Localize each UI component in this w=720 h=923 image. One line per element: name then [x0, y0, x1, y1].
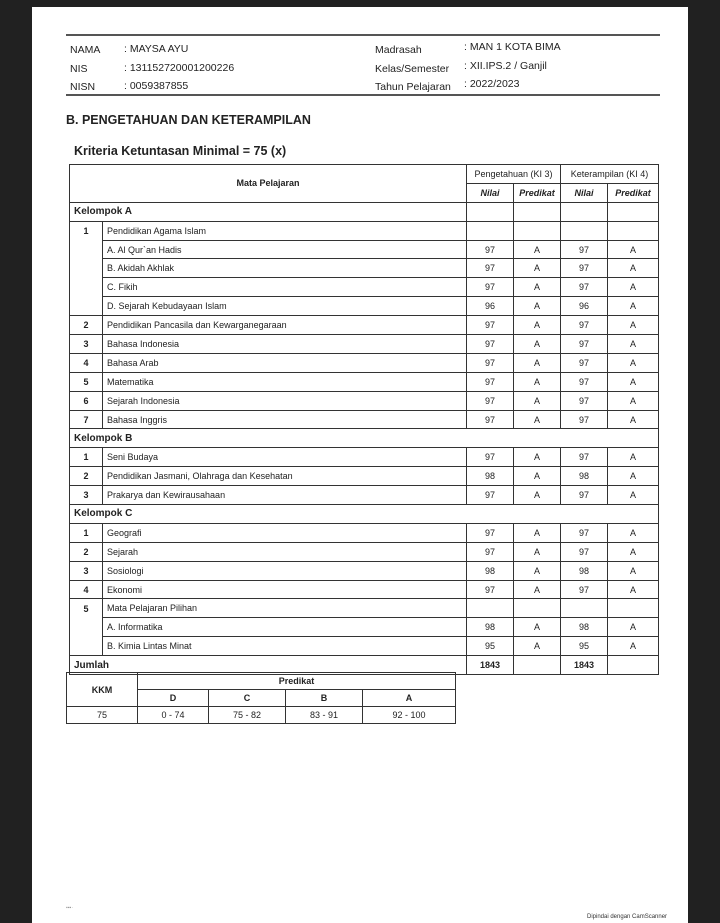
ki4-predikat: A — [608, 448, 659, 467]
ki3-nilai — [467, 599, 514, 618]
ki3-nilai: 97 — [467, 410, 514, 429]
group-b-label: Kelompok B — [70, 429, 659, 448]
kkm-title: Kriteria Ketuntasan Minimal = 75 (x) — [74, 144, 287, 158]
ki3-nilai: 96 — [467, 297, 514, 316]
grade-c-header: C — [209, 690, 286, 707]
group-a-label: Kelompok A — [70, 202, 467, 221]
ki4-predikat: A — [608, 391, 659, 410]
ki3-predikat — [514, 599, 561, 618]
range-a: 92 - 100 — [363, 707, 456, 724]
ki3-predikat: A — [514, 486, 561, 505]
row-number — [70, 637, 103, 656]
subject-row — [70, 618, 659, 637]
empty-cell — [608, 656, 659, 675]
ki4-predikat: A — [608, 316, 659, 335]
ki4-nilai: 97 — [561, 372, 608, 391]
ki3-nilai: 98 — [467, 561, 514, 580]
grade-a-header: A — [363, 690, 456, 707]
row-number: 6 — [70, 391, 103, 410]
ki4-nilai: 97 — [561, 486, 608, 505]
row-number: 3 — [70, 486, 103, 505]
ki3-predikat: A — [514, 542, 561, 561]
ki4-header: Keterampilan (KI 4) — [561, 165, 659, 184]
subject-row — [70, 410, 659, 429]
subject-name: B. Kimia Lintas Minat — [103, 637, 467, 656]
group-c-label: Kelompok C — [70, 505, 659, 524]
kkm-header: KKM — [67, 673, 138, 707]
ki3-nilai: 97 — [467, 278, 514, 297]
ki3-nilai: 97 — [467, 486, 514, 505]
subject-name: Mata Pelajaran Pilihan — [103, 599, 467, 618]
kkm-value: 75 — [67, 707, 138, 724]
page-mark: ▪▪▪· — [66, 905, 73, 911]
subject-row — [70, 523, 659, 542]
ki3-nilai: 98 — [467, 618, 514, 637]
row-number: 3 — [70, 335, 103, 354]
ki4-predikat: A — [608, 240, 659, 259]
empty-cell — [514, 202, 561, 221]
ki4-predikat: A — [608, 561, 659, 580]
ki3-predikat: A — [514, 316, 561, 335]
grades-table — [69, 164, 659, 675]
ki4-predikat: A — [608, 259, 659, 278]
row-number — [70, 240, 103, 259]
total-ki4: 1843 — [561, 656, 608, 675]
subject-name: Ekonomi — [103, 580, 467, 599]
subject-row — [70, 448, 659, 467]
ki4-nilai: 97 — [561, 391, 608, 410]
ki3-nilai: 98 — [467, 467, 514, 486]
ki4-predikat: A — [608, 618, 659, 637]
nis-label: NIS — [70, 63, 88, 75]
ki4-nilai: 95 — [561, 637, 608, 656]
ki3-predikat: A — [514, 335, 561, 354]
ki3-nilai: 97 — [467, 391, 514, 410]
ki4-nilai: 97 — [561, 240, 608, 259]
predikat-header: Predikat — [138, 673, 456, 690]
ki3-predikat: A — [514, 448, 561, 467]
report-card-page — [32, 7, 688, 923]
subject-name: Sejarah — [103, 542, 467, 561]
tahun-label: Tahun Pelajaran — [375, 81, 451, 93]
ki3-predikat: A — [514, 259, 561, 278]
ki4-nilai: 97 — [561, 353, 608, 372]
subject-name: Bahasa Inggris — [103, 410, 467, 429]
subject-row — [70, 278, 659, 297]
ki4-nilai-header: Nilai — [561, 183, 608, 202]
ki4-nilai: 97 — [561, 410, 608, 429]
ki3-predikat: A — [514, 353, 561, 372]
group-row — [70, 202, 659, 221]
ki3-nilai: 97 — [467, 240, 514, 259]
empty-cell — [561, 202, 608, 221]
subject-row — [70, 599, 659, 618]
total-label: Jumlah — [70, 656, 467, 675]
ki4-predikat: A — [608, 410, 659, 429]
ki3-predikat: A — [514, 561, 561, 580]
row-number: 2 — [70, 542, 103, 561]
nama-label: NAMA — [70, 44, 101, 56]
ki4-predikat: A — [608, 637, 659, 656]
row-number: 5 — [70, 372, 103, 391]
subject-name: Prakarya dan Kewirausahaan — [103, 486, 467, 505]
ki4-predikat: A — [608, 372, 659, 391]
empty-cell — [608, 202, 659, 221]
subject-name: A. Al Qur`an Hadis — [103, 240, 467, 259]
ki3-nilai — [467, 221, 514, 240]
subject-name: B. Akidah Akhlak — [103, 259, 467, 278]
subject-name: Sosiologi — [103, 561, 467, 580]
ki3-predikat: A — [514, 637, 561, 656]
ki4-nilai — [561, 599, 608, 618]
subject-row — [70, 316, 659, 335]
ki3-predikat: A — [514, 580, 561, 599]
ki3-predikat: A — [514, 240, 561, 259]
ki3-nilai: 97 — [467, 542, 514, 561]
ki4-predikat: A — [608, 467, 659, 486]
ki3-predikat — [514, 221, 561, 240]
ki3-header: Pengetahuan (KI 3) — [467, 165, 561, 184]
subject-name: Pendidikan Pancasila dan Kewarganegaraan — [103, 316, 467, 335]
tahun-value: : 2022/2023 — [464, 78, 520, 90]
subject-row — [70, 580, 659, 599]
subject-row — [70, 542, 659, 561]
ki4-nilai — [561, 221, 608, 240]
group-row — [70, 429, 659, 448]
range-c: 75 - 82 — [209, 707, 286, 724]
ki3-nilai: 97 — [467, 372, 514, 391]
ki4-nilai: 97 — [561, 278, 608, 297]
ki4-predikat: A — [608, 297, 659, 316]
row-number — [70, 297, 103, 316]
subject-name: C. Fikih — [103, 278, 467, 297]
ki3-nilai: 97 — [467, 259, 514, 278]
ki3-nilai-header: Nilai — [467, 183, 514, 202]
row-number: 2 — [70, 467, 103, 486]
ki4-predikat — [608, 599, 659, 618]
subject-name: Bahasa Arab — [103, 353, 467, 372]
subject-row — [70, 297, 659, 316]
ki3-nilai: 97 — [467, 448, 514, 467]
subject-name: Seni Budaya — [103, 448, 467, 467]
top-rule — [66, 34, 660, 36]
ki3-predikat: A — [514, 618, 561, 637]
ki4-nilai: 97 — [561, 316, 608, 335]
ki3-nilai: 95 — [467, 637, 514, 656]
nisn-label: NISN — [70, 81, 96, 93]
subject-name: Sejarah Indonesia — [103, 391, 467, 410]
ki4-predikat: A — [608, 580, 659, 599]
subject-name: Geografi — [103, 523, 467, 542]
empty-cell — [514, 656, 561, 675]
nama-value: : MAYSA AYU — [124, 43, 189, 55]
subject-row — [70, 391, 659, 410]
subject-name: D. Sejarah Kebudayaan Islam — [103, 297, 467, 316]
ki4-nilai: 96 — [561, 297, 608, 316]
ki3-nilai: 97 — [467, 335, 514, 354]
ki4-predikat: A — [608, 353, 659, 372]
subject-row — [70, 240, 659, 259]
ki4-nilai: 97 — [561, 448, 608, 467]
ki4-nilai: 97 — [561, 542, 608, 561]
ki4-predikat: A — [608, 486, 659, 505]
row-number: 1 — [70, 221, 103, 240]
empty-cell — [467, 202, 514, 221]
ki4-predikat: A — [608, 335, 659, 354]
subject-row — [70, 353, 659, 372]
ki4-nilai: 98 — [561, 467, 608, 486]
ki3-predikat: A — [514, 297, 561, 316]
subject-row — [70, 561, 659, 580]
row-number: 7 — [70, 410, 103, 429]
subject-name: A. Informatika — [103, 618, 467, 637]
row-number: 4 — [70, 353, 103, 372]
ki3-nilai: 97 — [467, 523, 514, 542]
grade-b-header: B — [286, 690, 363, 707]
row-number: 2 — [70, 316, 103, 335]
ki4-nilai: 97 — [561, 523, 608, 542]
subject-name: Pendidikan Agama Islam — [103, 221, 467, 240]
subject-header: Mata Pelajaran — [70, 165, 467, 203]
kelas-label: Kelas/Semester — [375, 63, 450, 75]
ki3-predikat: A — [514, 278, 561, 297]
ki3-nilai: 97 — [467, 316, 514, 335]
row-number — [70, 259, 103, 278]
subject-name: Matematika — [103, 372, 467, 391]
row-number — [70, 278, 103, 297]
row-number: 3 — [70, 561, 103, 580]
ki4-predikat: A — [608, 542, 659, 561]
subject-row — [70, 486, 659, 505]
group-row — [70, 505, 659, 524]
ki4-predikat — [608, 221, 659, 240]
ki3-predikat: A — [514, 391, 561, 410]
subject-row — [70, 335, 659, 354]
ki3-nilai: 97 — [467, 580, 514, 599]
kelas-value: : XII.IPS.2 / Ganjil — [464, 60, 547, 72]
header-row-1 — [70, 165, 659, 184]
ki4-nilai: 97 — [561, 335, 608, 354]
row-number: 5 — [70, 599, 103, 618]
row-number: 1 — [70, 523, 103, 542]
total-ki3: 1843 — [467, 656, 514, 675]
ki3-predikat: A — [514, 467, 561, 486]
nis-value: : 131152720001200226 — [124, 62, 235, 74]
ki3-nilai: 97 — [467, 353, 514, 372]
subject-row — [70, 372, 659, 391]
subject-name: Pendidikan Jasmani, Olahraga dan Kesehatan — [103, 467, 467, 486]
info-bottom-rule — [66, 94, 660, 96]
ki4-nilai: 98 — [561, 561, 608, 580]
ki4-nilai: 98 — [561, 618, 608, 637]
group-b-rows — [70, 448, 659, 505]
group-a-rows — [70, 221, 659, 429]
row-number: 1 — [70, 448, 103, 467]
ki4-predikat: A — [608, 278, 659, 297]
kkm-table — [66, 672, 456, 724]
grade-d-header: D — [138, 690, 209, 707]
row-number: 4 — [70, 580, 103, 599]
subject-row — [70, 221, 659, 240]
section-title: B. PENGETAHUAN DAN KETERAMPILAN — [66, 113, 311, 127]
madrasah-value: : MAN 1 KOTA BIMA — [464, 41, 561, 53]
range-b: 83 - 91 — [286, 707, 363, 724]
subject-name: Bahasa Indonesia — [103, 335, 467, 354]
ki4-nilai: 97 — [561, 580, 608, 599]
ki4-predikat: A — [608, 523, 659, 542]
subject-row — [70, 637, 659, 656]
ki3-predikat: A — [514, 372, 561, 391]
ki3-predikat-header: Predikat — [514, 183, 561, 202]
subject-row — [70, 259, 659, 278]
ki3-predikat: A — [514, 523, 561, 542]
subject-row — [70, 467, 659, 486]
ki4-predikat-header: Predikat — [608, 183, 659, 202]
scanner-watermark: Dipindai dengan CamScanner — [587, 914, 668, 920]
range-d: 0 - 74 — [138, 707, 209, 724]
group-c-rows — [70, 523, 659, 655]
madrasah-label: Madrasah — [375, 44, 422, 56]
ki4-nilai: 97 — [561, 259, 608, 278]
row-number — [70, 618, 103, 637]
nisn-value: : 0059387855 — [124, 80, 189, 92]
ki3-predikat: A — [514, 410, 561, 429]
